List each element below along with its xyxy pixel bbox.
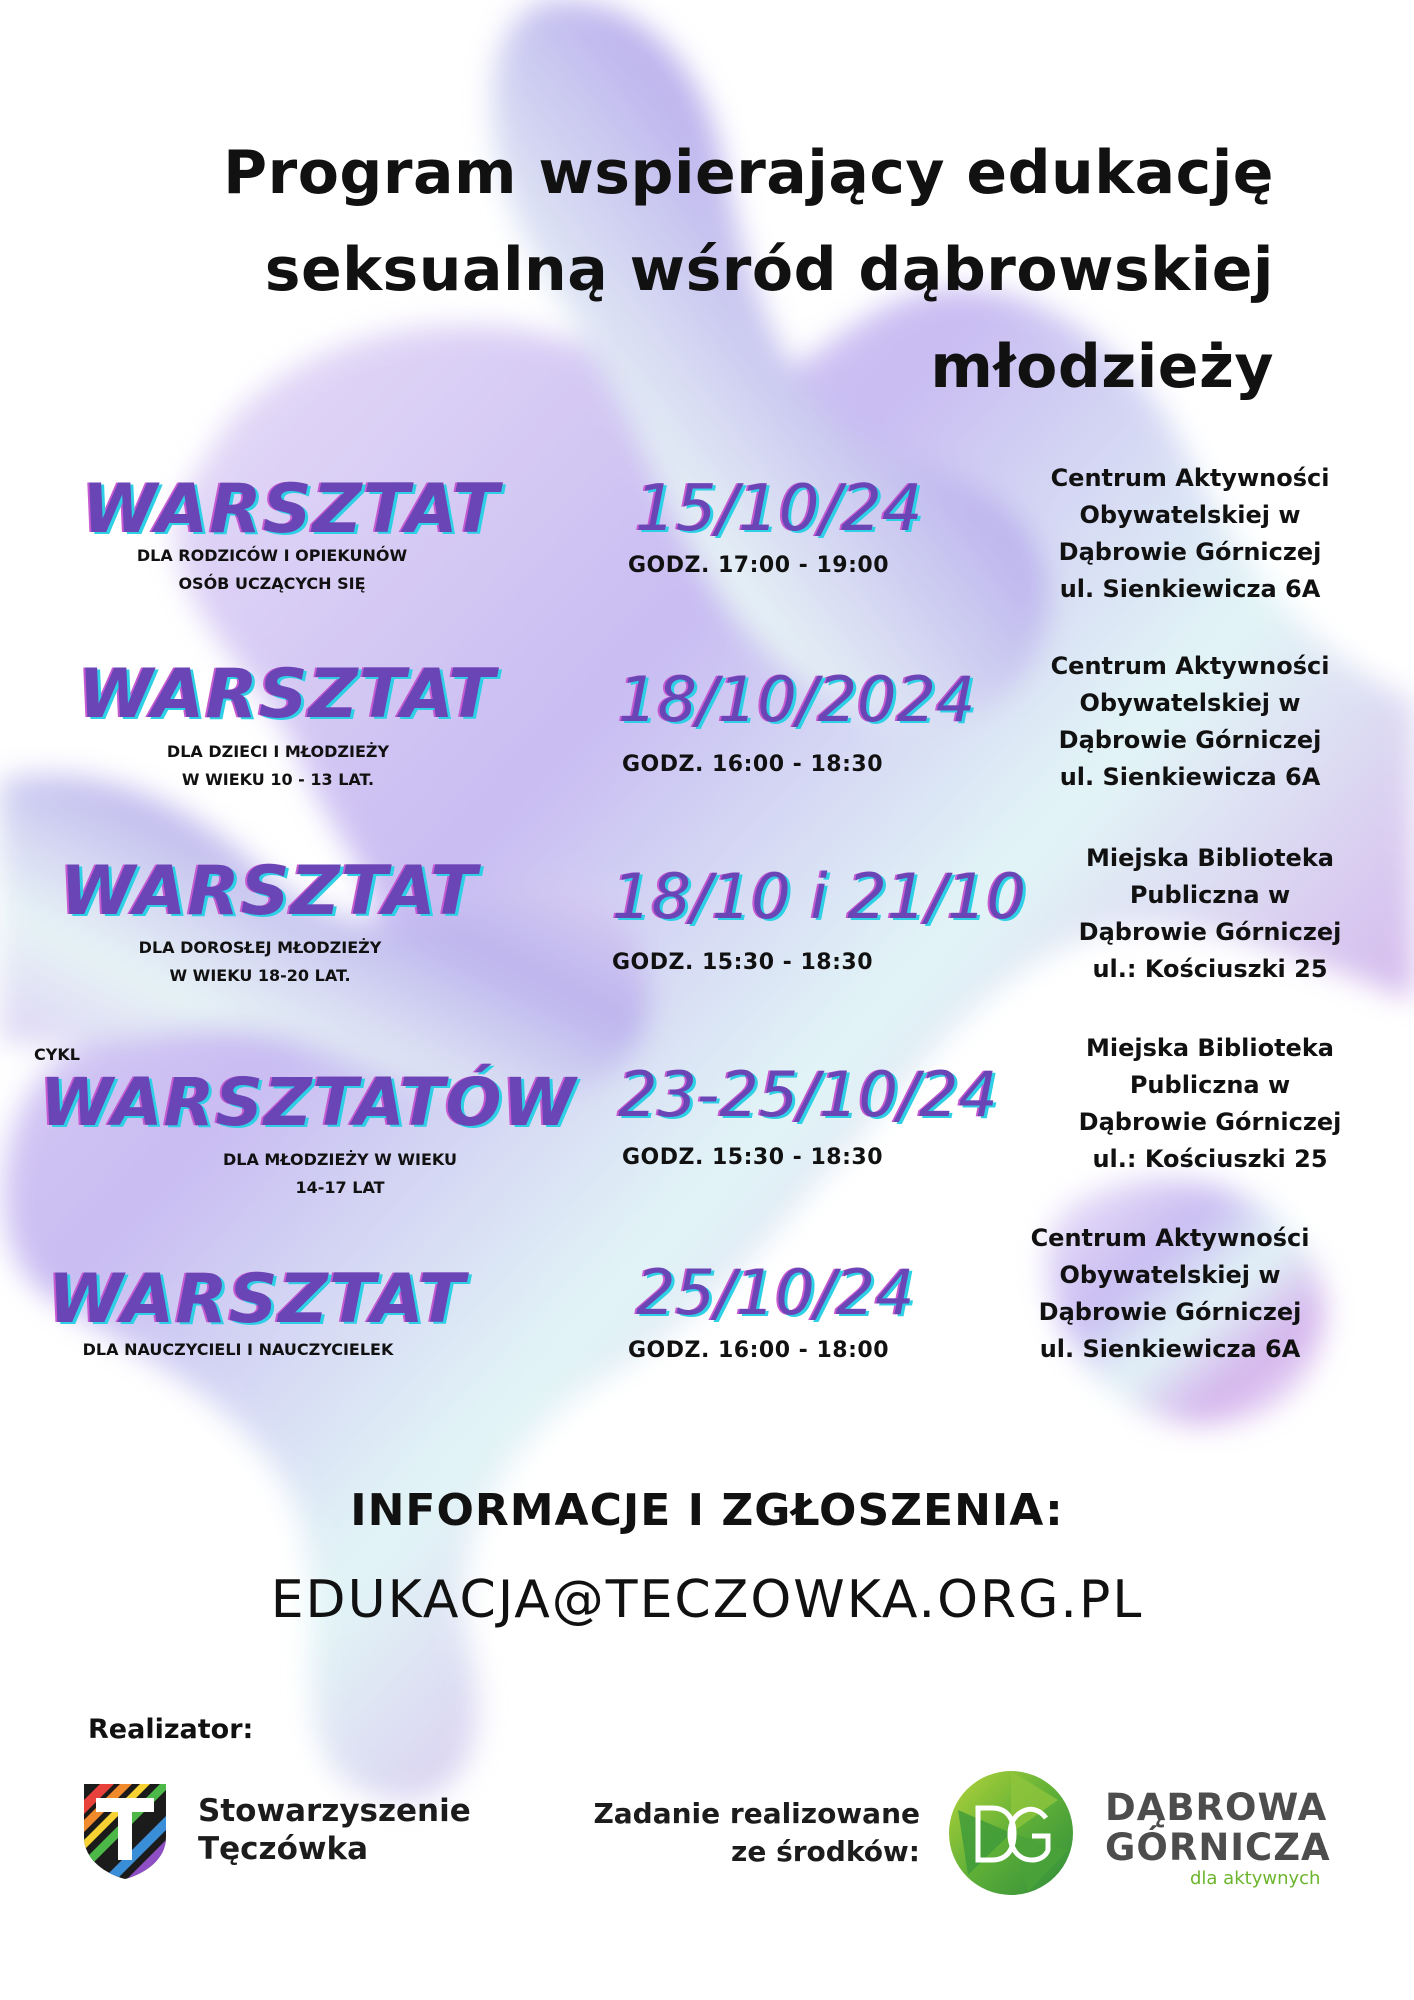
info-heading: INFORMACJE I ZGŁOSZENIA: [350, 1485, 1064, 1536]
funding-note-line: Zadanie realizowane [593, 1797, 920, 1830]
event-place-line: Dąbrowie Górniczej [1078, 1108, 1342, 1136]
event-date: 18/10/2024 [618, 663, 976, 736]
event-subtitle-line: DLA MŁODZIEŻY W WIEKU [222, 1150, 458, 1169]
org-name-line: Tęczówka [198, 1831, 369, 1867]
event-place-line: Dąbrowie Górniczej [1058, 538, 1322, 566]
event-subtitle-line: OSÓB UCZĄCYCH SIĘ [178, 574, 366, 593]
title-line: młodzieży [930, 332, 1274, 402]
event-place-line: Dąbrowie Górniczej [1038, 1298, 1302, 1326]
event-date: 23-25/10/24 [618, 1058, 998, 1131]
event-place-line: Miejska Biblioteka [1086, 1034, 1334, 1062]
title-line: seksualną wśród dąbrowskiej [264, 235, 1274, 305]
event-subtitle [72, 542, 472, 598]
event-place-line: Obywatelskiej w [1079, 501, 1301, 529]
event-title: WARSZTAT [48, 1260, 466, 1339]
city-tagline: dla aktywnych [1190, 1868, 1321, 1889]
event-subtitle [70, 934, 450, 990]
event-time: GODZ. 15:30 - 18:30 [612, 950, 873, 975]
event-place-line: ul.: Kościuszki 25 [1092, 1145, 1328, 1173]
event-place-line: Centrum Aktywności [1050, 464, 1330, 492]
event-place [1065, 1030, 1355, 1178]
event-title: WARSZTAT [82, 470, 500, 549]
event-place-line: Dąbrowie Górniczej [1058, 726, 1322, 754]
event-subtitle-line: W WIEKU 10 - 13 LAT. [181, 770, 375, 789]
title-line: Program wspierający edukację [223, 138, 1274, 208]
page-title [124, 125, 1274, 416]
city-name [1105, 1788, 1331, 1868]
event-place-line: ul. Sienkiewicza 6A [1059, 763, 1321, 791]
event-subtitle-line: 14-17 LAT [295, 1178, 385, 1197]
event-subtitle [48, 1336, 428, 1364]
city-name-line: GÓRNICZA [1105, 1826, 1331, 1869]
event-prefix: CYKL [34, 1045, 80, 1064]
event-subtitle-line: DLA DOROSŁEJ MŁODZIEŻY [138, 938, 382, 957]
event-time: GODZ. 16:00 - 18:30 [622, 752, 883, 777]
event-place [1035, 648, 1345, 796]
event-place-line: Centrum Aktywności [1030, 1224, 1310, 1252]
event-subtitle-line: DLA RODZICÓW I OPIEKUNÓW [136, 546, 408, 565]
event-place-line: ul. Sienkiewicza 6A [1059, 575, 1321, 603]
event-subtitle-line: W WIEKU 18-20 LAT. [169, 966, 351, 985]
org-name-line: Stowarzyszenie [198, 1793, 471, 1829]
event-place [1065, 840, 1355, 988]
event-place-line: Obywatelskiej w [1079, 689, 1301, 717]
event-date: 18/10 i 21/10 [612, 860, 1026, 933]
org-name [198, 1792, 471, 1868]
event-title: WARSZTAT [60, 852, 478, 931]
event-place-line: Publiczna w [1129, 1071, 1291, 1099]
event-place-line: Publiczna w [1129, 881, 1291, 909]
event-date: 25/10/24 [636, 1256, 915, 1329]
event-subtitle [190, 1146, 490, 1202]
event-place-line: Obywatelskiej w [1059, 1261, 1281, 1289]
teczowka-logo [82, 1782, 168, 1880]
event-place [1020, 1220, 1320, 1368]
event-time: GODZ. 16:00 - 18:00 [628, 1338, 889, 1363]
event-subtitle-line: DLA DZIECI I MŁODZIEŻY [166, 742, 390, 761]
event-place-line: Centrum Aktywności [1050, 652, 1330, 680]
event-subtitle-line: DLA NAUCZYCIELI I NAUCZYCIELEK [82, 1340, 394, 1359]
event-place-line: ul. Sienkiewicza 6A [1039, 1335, 1301, 1363]
funding-note [560, 1795, 920, 1871]
event-place-line: Miejska Biblioteka [1086, 844, 1334, 872]
realizator-label: Realizator: [88, 1714, 254, 1745]
dabrowa-gornicza-logo [948, 1770, 1074, 1896]
event-subtitle [88, 738, 468, 794]
event-place [1040, 460, 1340, 608]
event-title: WARSZTAT [78, 655, 496, 734]
event-place-line: ul.: Kościuszki 25 [1092, 955, 1328, 983]
contact-email-link[interactable]: EDUKACJA@TECZOWKA.ORG.PL [270, 1570, 1144, 1630]
event-time: GODZ. 17:00 - 19:00 [628, 553, 889, 578]
event-place-line: Dąbrowie Górniczej [1078, 918, 1342, 946]
event-time: GODZ. 15:30 - 18:30 [622, 1145, 883, 1170]
funding-note-line: ze środków: [731, 1835, 920, 1868]
event-date: 15/10/24 [635, 472, 923, 546]
city-name-line: DĄBROWA [1105, 1786, 1328, 1829]
event-title: WARSZTATÓW [40, 1064, 577, 1141]
